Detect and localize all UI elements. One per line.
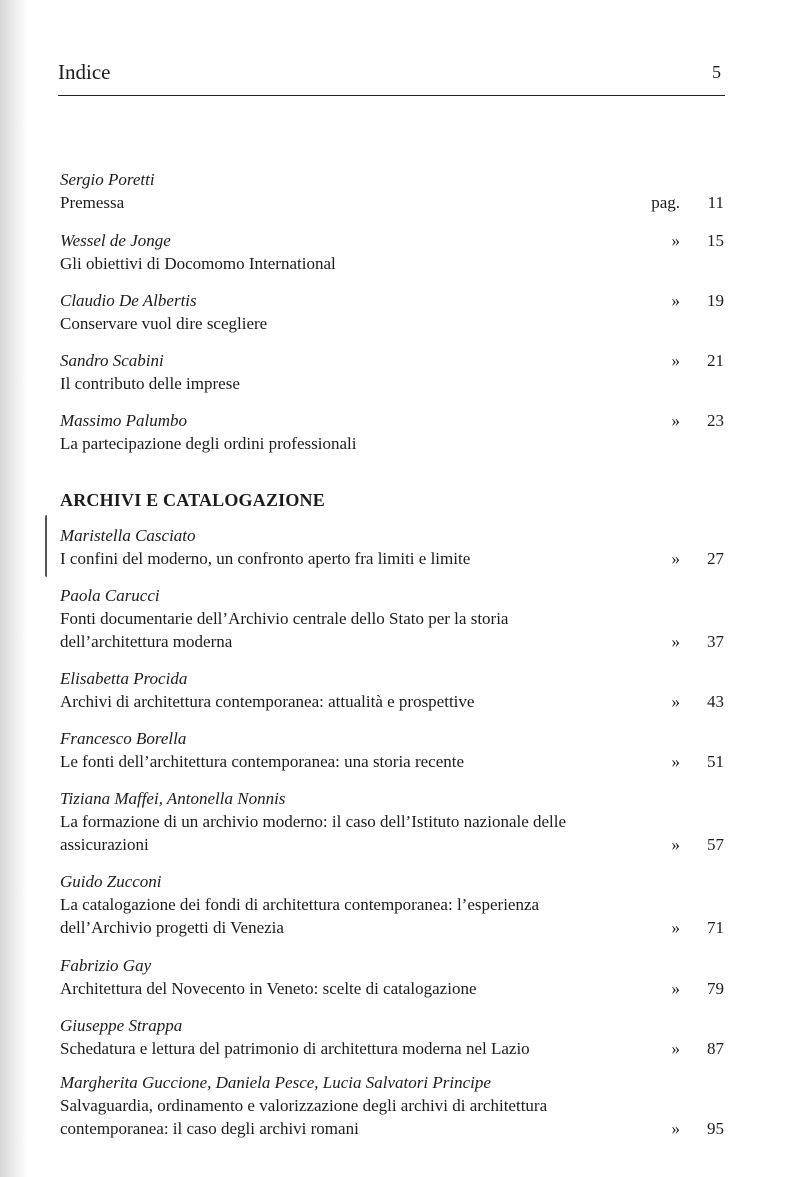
- entry-author: Margherita Guccione, Daniela Pesce, Lucia Salvatori Principe: [60, 1073, 491, 1092]
- entry-title: Architettura del Novecento in Veneto: scelte di catalogazione: [60, 979, 477, 998]
- entry-author: Elisabetta Procida: [60, 669, 188, 688]
- entry-page: 27: [707, 549, 724, 568]
- entry-author: Giuseppe Strappa: [60, 1016, 183, 1035]
- page-marker: »: [671, 291, 680, 310]
- entry-author: Francesco Borella: [60, 729, 187, 748]
- entry-page: 21: [707, 351, 724, 370]
- entry-author: Claudio De Albertis: [60, 291, 197, 310]
- entry-author: Wessel de Jonge: [60, 231, 171, 250]
- entry-page: 51: [707, 752, 724, 771]
- entry-title: Le fonti dell’architettura contemporanea: una storia recente: [60, 752, 465, 771]
- page-marker: »: [671, 692, 680, 711]
- page-marker: »: [671, 411, 680, 430]
- entry-page: 79: [707, 979, 724, 998]
- header-rule: [58, 95, 725, 96]
- section-heading: ARCHIVI E CATALOGAZIONE: [60, 490, 325, 510]
- entry-page: 15: [707, 231, 724, 250]
- page-marker: »: [671, 549, 680, 568]
- page-edge-shadow: [0, 0, 28, 1177]
- margin-mark: [45, 515, 51, 577]
- entry-title: Gli obiettivi di Docomomo International: [60, 254, 336, 273]
- entry-author: Sandro Scabini: [60, 351, 164, 370]
- entry-author: Guido Zucconi: [60, 872, 162, 891]
- entry-title: Archivi di architettura contemporanea: attualità e prospettive: [60, 692, 475, 711]
- entry-page: 87: [707, 1039, 724, 1058]
- entry-title: Conservare vuol dire scegliere: [60, 314, 268, 333]
- page-marker: »: [671, 351, 680, 370]
- entry-page: 23: [707, 411, 724, 430]
- page-marker: »: [671, 1039, 680, 1058]
- entry-page: 95: [707, 1119, 724, 1138]
- page-marker: »: [671, 918, 680, 937]
- page-marker: »: [671, 1119, 680, 1138]
- entry-title: Fonti documentarie dell’Archivio centrale dello Stato per la storia dell’architettura moderna: [60, 609, 509, 651]
- entry-title: La formazione di un archivio moderno: il caso dell’Istituto nazionale delle assicurazioni: [60, 812, 567, 854]
- entry-page: 43: [707, 692, 724, 711]
- entry-title: Schedatura e lettura del patrimonio di architettura moderna nel Lazio: [60, 1039, 530, 1058]
- entry-page: 57: [707, 835, 724, 854]
- entry-author: Massimo Palumbo: [60, 411, 188, 430]
- page-number: 5: [712, 62, 721, 82]
- page-marker: »: [671, 752, 680, 771]
- entry-author: Sergio Poretti: [60, 170, 155, 189]
- page-marker: »: [671, 835, 680, 854]
- entry-author: Paola Carucci: [60, 586, 160, 605]
- entry-title: La partecipazione degli ordini professionali: [60, 434, 357, 453]
- entry-title: La catalogazione dei fondi di architettura contemporanea: l’esperienza dell’Archivio progetti di Venezia: [60, 895, 540, 937]
- page-marker: »: [671, 979, 680, 998]
- entry-title: Il contributo delle imprese: [60, 374, 240, 393]
- entry-author: Maristella Casciato: [60, 526, 196, 545]
- page-title: Indice: [58, 60, 111, 84]
- entry-author: Tiziana Maffei, Antonella Nonnis: [60, 789, 286, 808]
- entry-author: Fabrizio Gay: [60, 956, 152, 975]
- entry-page: 11: [707, 193, 724, 212]
- entry-title: Salvaguardia, ordinamento e valorizzazione degli archivi di architettura contemporanea: il caso degli archivi romani: [60, 1096, 548, 1138]
- entry-title: Premessa: [60, 193, 125, 212]
- entry-page: 37: [707, 632, 724, 651]
- page-marker: pag.: [651, 193, 680, 212]
- page-marker: »: [671, 632, 680, 651]
- page-marker: »: [671, 231, 680, 250]
- entry-page: 19: [707, 291, 724, 310]
- entry-title: I confini del moderno, un confronto aperto fra limiti e limite: [60, 549, 471, 568]
- entry-page: 71: [707, 918, 724, 937]
